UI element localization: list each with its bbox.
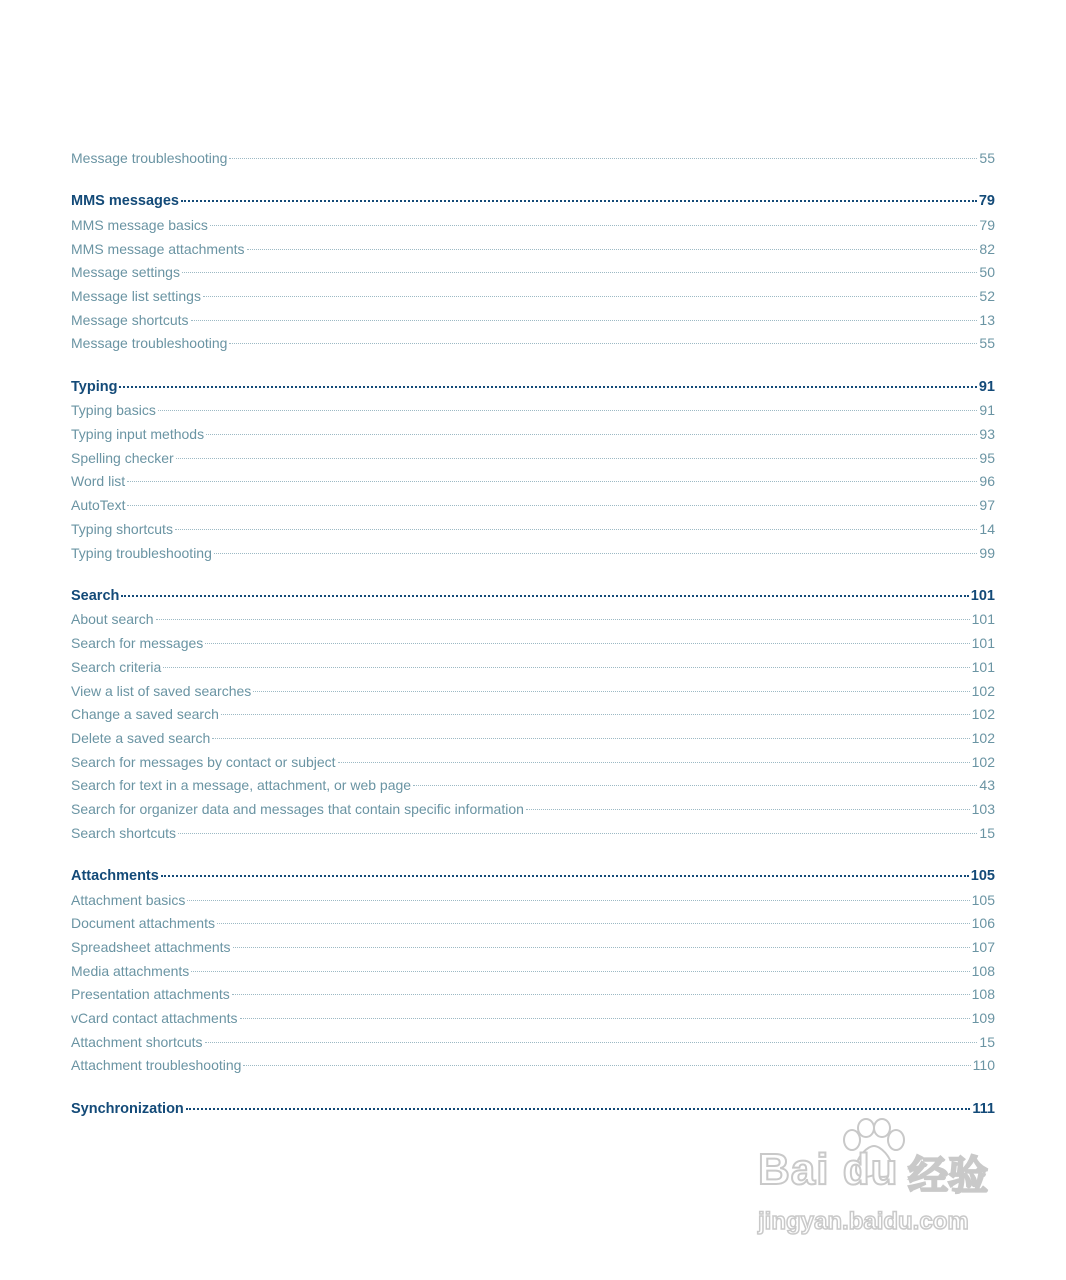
- toc-entry[interactable]: [71, 936, 995, 960]
- dot-leader: [217, 923, 970, 924]
- toc-entry[interactable]: [71, 399, 995, 423]
- toc-entry[interactable]: [71, 542, 995, 566]
- dot-leader: [243, 1065, 970, 1066]
- dot-leader: [158, 410, 978, 411]
- toc-entry-title: Attachment basics: [71, 891, 186, 908]
- dot-leader: [127, 505, 977, 506]
- dot-leader: [229, 343, 977, 344]
- toc-page-number: 99: [979, 544, 995, 561]
- toc-entry[interactable]: [71, 1007, 995, 1031]
- dot-leader: [210, 225, 977, 226]
- toc-page-number: 82: [979, 240, 995, 257]
- toc-page-number: 13: [979, 311, 995, 328]
- toc-entry-title: Typing troubleshooting: [71, 544, 212, 561]
- toc-page-number: 105: [971, 891, 995, 908]
- toc-entry-title: Media attachments: [71, 962, 190, 979]
- toc-entry-title: Typing basics: [71, 402, 156, 419]
- toc-page-number: 14: [979, 520, 995, 537]
- section-spacer: [71, 1078, 995, 1098]
- toc-page-number: 110: [972, 1057, 995, 1074]
- toc-entry[interactable]: [71, 798, 995, 822]
- toc-entry-title: Attachment shortcuts: [71, 1033, 203, 1050]
- toc-entry-title: Attachments: [71, 867, 159, 884]
- toc-entry-title: Typing input methods: [71, 426, 205, 443]
- toc-entry-title: Synchronization: [71, 1100, 184, 1117]
- dot-leader: [121, 595, 968, 597]
- toc-entry[interactable]: [71, 1031, 995, 1055]
- toc-entry[interactable]: [71, 774, 995, 798]
- toc-entry[interactable]: [71, 727, 995, 751]
- toc-page-number: 91: [978, 378, 995, 395]
- section-spacer: [71, 356, 995, 376]
- toc-page-number: 97: [979, 497, 995, 514]
- toc-section-heading[interactable]: [71, 585, 995, 609]
- toc-entry-title: Typing: [71, 378, 118, 395]
- dot-leader: [127, 481, 977, 482]
- toc-entry-title: Search for organizer data and messages that contain specific information: [71, 800, 524, 817]
- table-of-contents: [71, 147, 995, 1121]
- dot-leader: [253, 691, 969, 692]
- toc-page-number: 15: [979, 1033, 995, 1050]
- dot-leader: [338, 762, 970, 763]
- dot-leader: [181, 200, 977, 202]
- toc-section-heading[interactable]: [71, 190, 995, 214]
- toc-entry-title: Spelling checker: [71, 449, 174, 466]
- toc-entry-title: Search criteria: [71, 658, 162, 675]
- toc-entry[interactable]: [71, 656, 995, 680]
- toc-page-number: 55: [979, 335, 995, 352]
- watermark-brand: Bai du: [758, 1145, 899, 1194]
- toc-entry-title: Attachment troubleshooting: [71, 1057, 242, 1074]
- toc-entry-title: Presentation attachments: [71, 986, 230, 1003]
- toc-entry-title: About search: [71, 611, 154, 628]
- toc-page-number: 102: [971, 729, 995, 746]
- toc-page-number: 101: [971, 658, 995, 675]
- toc-page-number: 95: [979, 449, 995, 466]
- toc-page-number: 108: [971, 962, 995, 979]
- toc-entry-title: vCard contact attachments: [71, 1010, 238, 1027]
- toc-page-number: 106: [971, 915, 995, 932]
- toc-entry-title: Search: [71, 587, 120, 604]
- dot-leader: [182, 272, 977, 273]
- dot-leader: [119, 386, 976, 388]
- dot-leader: [187, 900, 969, 901]
- toc-entry-title: Spreadsheet attachments: [71, 939, 231, 955]
- dot-leader: [205, 1042, 978, 1043]
- toc-page-number: 15: [979, 824, 995, 841]
- toc-entry[interactable]: [71, 889, 995, 913]
- toc-page-number: 93: [979, 426, 995, 443]
- toc-entry-title: AutoText: [71, 497, 126, 514]
- toc-entry[interactable]: [71, 751, 995, 775]
- watermark-url: jingyan.baidu.com: [758, 1208, 969, 1235]
- toc-page-number: 91: [979, 402, 995, 419]
- dot-leader: [186, 1108, 971, 1110]
- dot-leader: [212, 738, 969, 739]
- toc-entry-title: Word list: [71, 473, 126, 490]
- toc-page-number: 105: [970, 867, 995, 884]
- toc-entry-title: Message troubleshooting: [71, 150, 228, 166]
- toc-entry-title: Typing shortcuts: [71, 520, 173, 537]
- dot-leader: [156, 619, 970, 620]
- toc-entry[interactable]: [71, 822, 995, 846]
- toc-page-number: 103: [971, 800, 995, 817]
- dot-leader: [176, 458, 978, 459]
- toc-page-number: 102: [971, 682, 995, 699]
- toc-entry[interactable]: [71, 332, 995, 356]
- toc-section-heading[interactable]: [71, 376, 995, 400]
- toc-entry-title: Message shortcuts: [71, 311, 189, 328]
- toc-entry[interactable]: [71, 912, 995, 936]
- toc-page-number: 101: [971, 635, 995, 652]
- dot-leader: [221, 714, 970, 715]
- toc-page-number: 109: [971, 1010, 995, 1027]
- toc-entry[interactable]: [71, 147, 995, 171]
- dot-leader: [203, 296, 977, 297]
- toc-entry[interactable]: [71, 285, 995, 309]
- toc-entry[interactable]: [71, 261, 995, 285]
- toc-entry[interactable]: [71, 238, 995, 262]
- toc-entry-title: Search for text in a message, attachment, or web page: [71, 777, 412, 794]
- toc-entry[interactable]: [71, 423, 995, 447]
- toc-entry-title: Delete a saved search: [71, 729, 211, 746]
- dot-leader: [247, 249, 978, 250]
- toc-page-number: 96: [979, 473, 995, 490]
- toc-entry[interactable]: [71, 680, 995, 704]
- dot-leader: [161, 875, 969, 877]
- toc-entry-title: Document attachments: [71, 915, 215, 932]
- toc-entry-title: View a list of saved searches: [71, 682, 252, 699]
- dot-leader: [229, 158, 977, 159]
- toc-entry[interactable]: [71, 632, 995, 656]
- dot-leader: [240, 1018, 970, 1019]
- baidu-jingyan-watermark: [756, 1118, 1006, 1242]
- toc-page-number: 102: [971, 706, 995, 723]
- toc-page-number: 102: [971, 753, 995, 770]
- toc-page-number: 79: [978, 193, 995, 210]
- toc-page-number: 52: [979, 288, 995, 305]
- dot-leader: [233, 947, 970, 948]
- toc-entry-title: Change a saved search: [71, 706, 219, 723]
- dot-leader: [163, 667, 969, 668]
- toc-entry-title: MMS messages: [71, 193, 179, 210]
- section-spacer: [71, 171, 995, 191]
- section-spacer: [71, 565, 995, 585]
- toc-section-heading[interactable]: [71, 865, 995, 889]
- toc-page-number: 101: [971, 611, 995, 628]
- toc-page-number: 108: [971, 986, 995, 1003]
- dot-leader: [206, 434, 977, 435]
- toc-page-number: 107: [971, 939, 995, 955]
- dot-leader: [191, 320, 978, 321]
- toc-page-number: 79: [979, 216, 995, 233]
- toc-entry[interactable]: [71, 1054, 995, 1078]
- dot-leader: [232, 994, 970, 995]
- dot-leader: [526, 809, 970, 810]
- toc-entry[interactable]: [71, 518, 995, 542]
- toc-entry-title: Message troubleshooting: [71, 335, 228, 352]
- dot-leader: [178, 833, 977, 834]
- toc-entry-title: MMS message attachments: [71, 240, 245, 257]
- toc-entry[interactable]: [71, 983, 995, 1007]
- dot-leader: [205, 643, 969, 644]
- toc-entry[interactable]: [71, 703, 995, 727]
- toc-entry-title: Message list settings: [71, 288, 201, 305]
- toc-entry-title: Search for messages by contact or subject: [71, 753, 336, 770]
- watermark-chinese-label: 经验: [908, 1153, 988, 1199]
- toc-entry-title: MMS message basics: [71, 216, 208, 233]
- toc-entry[interactable]: [71, 214, 995, 238]
- toc-page-number: 50: [979, 264, 995, 281]
- toc-entry[interactable]: [71, 494, 995, 518]
- dot-leader: [214, 553, 978, 554]
- dot-leader: [175, 529, 977, 530]
- toc-entry-title: Search shortcuts: [71, 824, 177, 841]
- toc-entry-title: Message settings: [71, 264, 180, 281]
- toc-entry[interactable]: [71, 608, 995, 632]
- toc-entry-title: Search for messages: [71, 635, 204, 652]
- toc-page-number: 101: [970, 587, 995, 604]
- toc-page-number: 43: [979, 777, 995, 794]
- section-spacer: [71, 845, 995, 865]
- toc-entry[interactable]: [71, 470, 995, 494]
- toc-entry[interactable]: [71, 309, 995, 333]
- toc-page-number: 55: [979, 150, 995, 166]
- dot-leader: [191, 971, 969, 972]
- toc-page-number: 111: [972, 1100, 995, 1117]
- toc-entry[interactable]: [71, 960, 995, 984]
- toc-entry[interactable]: [71, 447, 995, 471]
- dot-leader: [413, 785, 977, 786]
